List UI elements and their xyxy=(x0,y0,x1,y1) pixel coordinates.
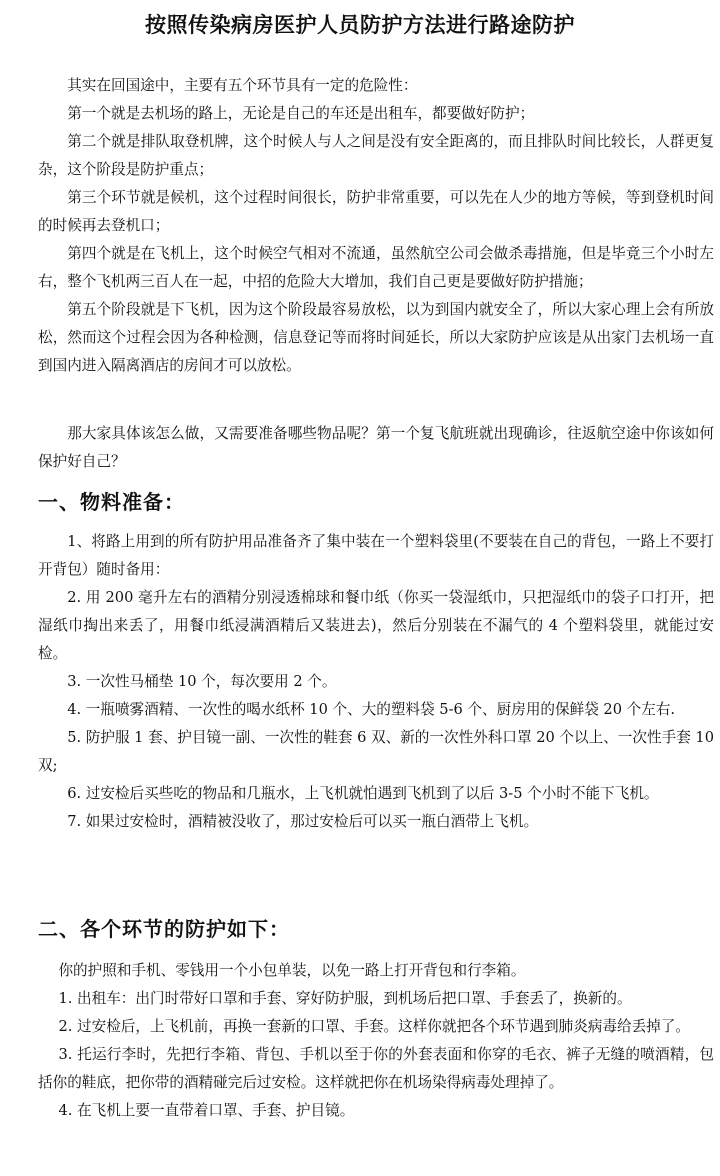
intro-paragraph: 第四个就是在飞机上，这个时候空气相对不流通，虽然航空公司会做杀毒措施，但是毕竟三个小时左右，整个飞机两三百人在一起，中招的危险大大增加，我们自己更是要做好防护措施； xyxy=(38,245,714,290)
list-item: 2. 用 200 毫升左右的酒精分别浸透棉球和餐巾纸（你买一袋湿纸巾，只把湿纸巾的袋子口打开，把湿纸巾掏出来丢了，用餐巾纸浸满酒精后又装进去)，然后分别装在不漏气的 4 个塑料袋里，就能过安检。 xyxy=(38,589,714,662)
list-item: 4. 在飞机上要一直带着口罩、手套、护目镜。 xyxy=(58,1102,355,1119)
intro-paragraph: 第三个环节就是候机，这个过程时间很长，防护非常重要，可以先在人少的地方等候，等到登机时间的时候再去登机口； xyxy=(38,189,714,234)
list-item: 5. 防护服 1 套、护目镜一副、一次性的鞋套 6 双、新的一次性外科口罩 20 个以上、一次性手套 10 双; xyxy=(38,729,714,774)
list-item: 1、将路上用到的所有防护用品准备齐了集中装在一个塑料袋里(不要装在自己的背包，一路上不要打开背包）随时备用： xyxy=(38,533,714,578)
intro-paragraph: 第二个就是排队取登机牌，这个时候人与人之间是没有安全距离的，而且排队时间比较长，人群更复杂，这个阶段是防护重点； xyxy=(38,133,714,178)
section-1-heading: 一、物料准备： xyxy=(38,490,185,514)
document-title: 按照传染病房医护人员防护方法进行路途防护 xyxy=(145,13,575,37)
list-item: 4. 一瓶喷雾酒精、一次性的喝水纸杯 10 个、大的塑料袋 5-6 个、厨房用的保鲜袋 20 个左右. xyxy=(67,701,676,718)
list-item: 2. 过安检后，上飞机前，再换一套新的口罩、手套。这样你就把各个环节遇到肺炎病毒给丢掉了。 xyxy=(58,1018,690,1035)
list-item: 7. 如果过安检时，酒精被没收了，那过安检后可以买一瓶白酒带上飞机。 xyxy=(67,813,539,830)
section-2-heading: 二、各个环节的防护如下： xyxy=(38,917,290,941)
section-2-list xyxy=(38,957,714,1125)
intro-paragraph: 其实在回国途中，主要有五个环节具有一定的危险性： xyxy=(67,77,418,94)
list-item: 3. 一次性马桶垫 10 个，每次要用 2 个。 xyxy=(67,673,337,690)
list-item: 1. 出租车：出门时带好口罩和手套、穿好防护服，到机场后把口罩、手套丢了，换新的。 xyxy=(58,990,632,1007)
intro-paragraph: 第五个阶段就是下飞机，因为这个阶段最容易放松，以为到国内就安全了，所以大家心理上会有所放松，然而这个过程会因为各种检测，信息登记等而将时间延长，所以大家防护应该是从出家门去机场一直到国内进入隔离酒店的房间才可以放松。 xyxy=(38,301,714,374)
question-block xyxy=(38,420,714,476)
list-item: 你的护照和手机、零钱用一个小包单装，以免一路上打开背包和行李箱。 xyxy=(58,962,526,979)
section-1-list xyxy=(38,528,714,836)
intro-paragraph: 第一个就是去机场的路上，无论是自己的车还是出租车，都要做好防护； xyxy=(67,105,535,122)
intro-block xyxy=(38,72,714,380)
list-item: 6. 过安检后买些吃的物品和几瓶水，上飞机就怕遇到飞机到了以后 3-5 个小时不能下飞机。 xyxy=(67,785,659,802)
list-item: 3. 托运行李时，先把行李箱、背包、手机以至于你的外套表面和你穿的毛衣、裤子无缝的喷酒精，包括你的鞋底，把你带的酒精碰完后过安检。这样就把你在机场染得病毒处理掉了。 xyxy=(38,1046,714,1091)
question-paragraph: 那大家具体该怎么做，又需要准备哪些物品呢？第一个复飞航班就出现确诊，往返航空途中你该如何保护好自己？ xyxy=(38,425,714,470)
